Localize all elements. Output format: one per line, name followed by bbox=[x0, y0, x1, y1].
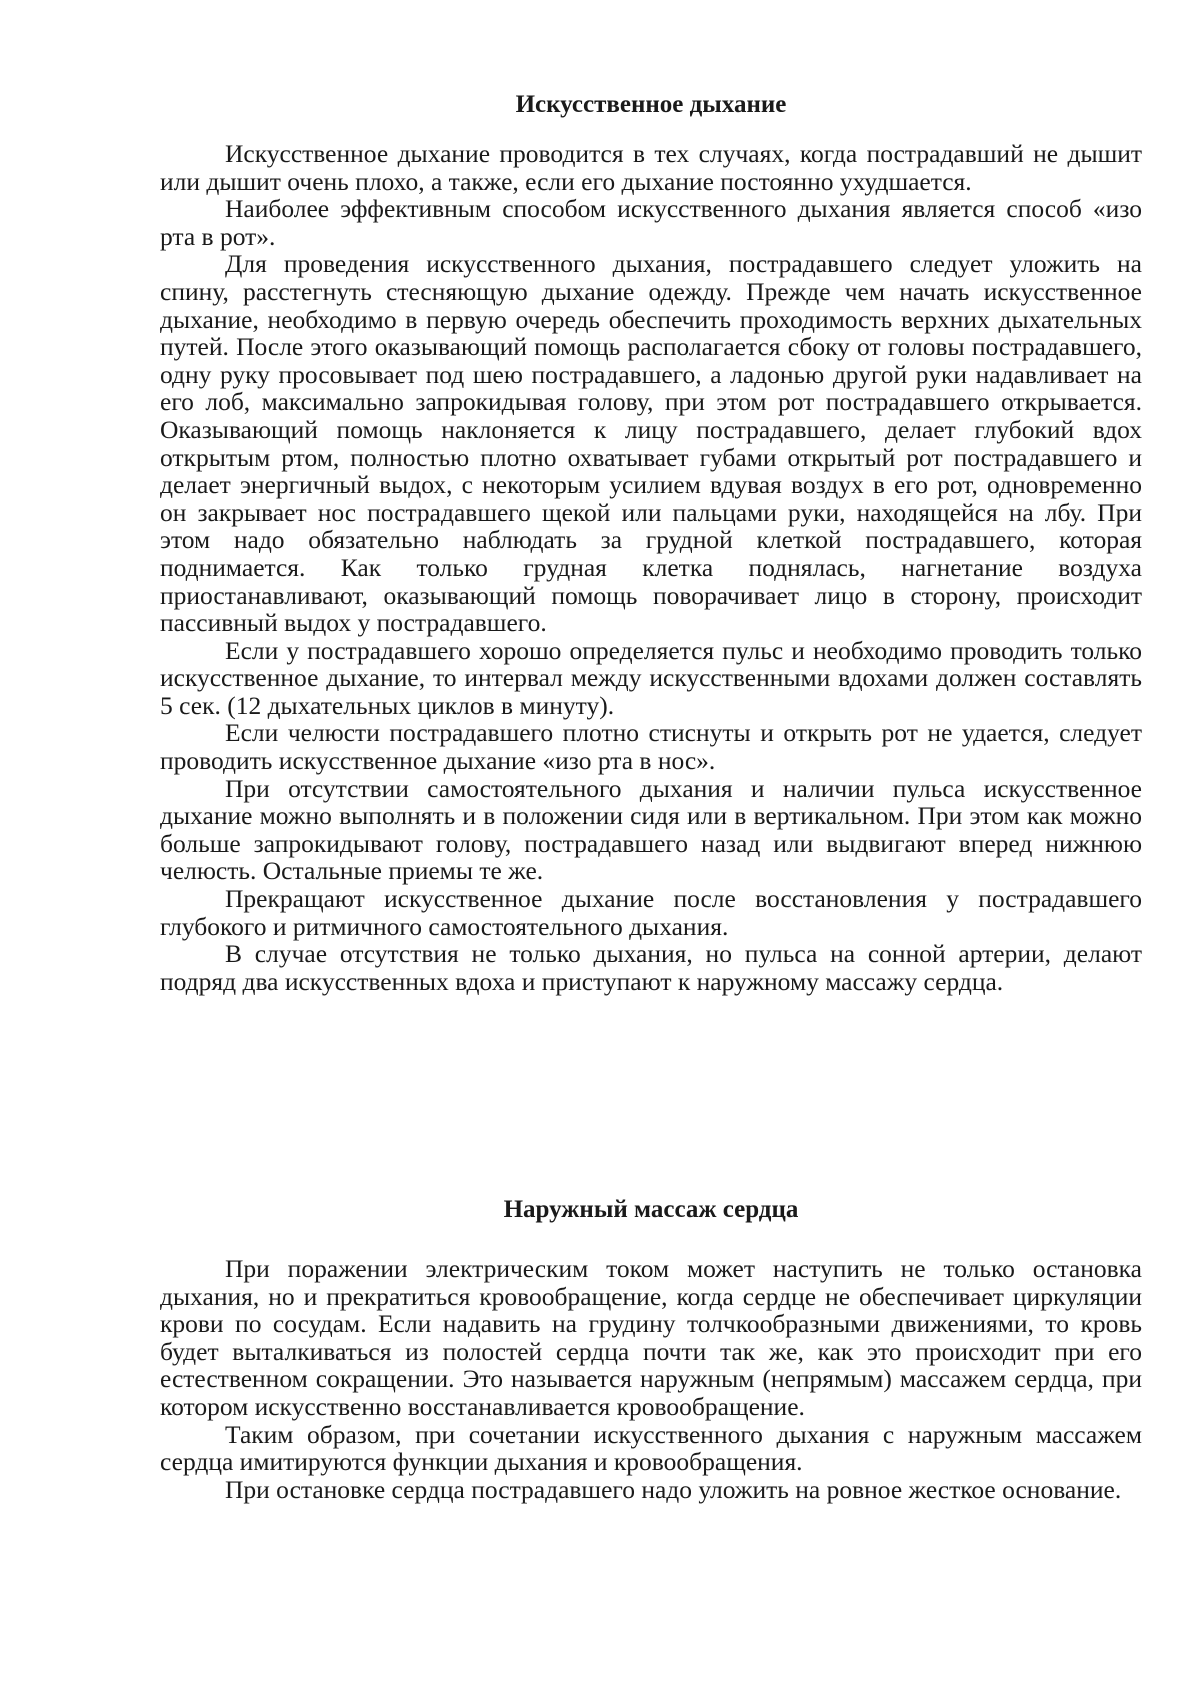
paragraph: Наиболее эффективным способом искусственного дыхания является способ «изо рта в рот». bbox=[160, 194, 1142, 251]
section-heading: Искусственное дыхание bbox=[515, 91, 787, 118]
paragraph: В случае отсутствия не только дыхания, но пульса на сонной артерии, делают подряд два искусственных вдоха и приступают к наружному массажу сердца. bbox=[160, 939, 1142, 996]
paragraph: Искусственное дыхание проводится в тех случаях, когда пострадавший не дышит или дышит очень плохо, а также, если его дыхание постоянно ухудшается. bbox=[160, 139, 1142, 196]
paragraph: При поражении электрическим током может наступить не только остановка дыхания, но и прекратиться кровообращение, когда сердце не обеспечивает циркуляции крови по сосудам. Если надавить на грудину толчкообразными движениями, то кровь будет выталкиваться из полостей сердца почти так же, как это происходит при его естественном сокращении. Это называется наружным (непрямым) массажем сердца, при котором искусственно восстанавливается кровообращение. bbox=[160, 1254, 1142, 1421]
paragraph: При остановке сердца пострадавшего надо уложить на ровное жесткое основание. bbox=[225, 1474, 1122, 1504]
paragraph: Прекращают искусственное дыхание после восстановления у пострадавшего глубокого и ритмичного самостоятельного дыхания. bbox=[160, 884, 1142, 941]
section-artificial-respiration bbox=[160, 90, 1142, 995]
paragraph: Если у пострадавшего хорошо определяется пульс и необходимо проводить только искусственное дыхание, то интервал между искусственными вдохами должен составлять 5 сек. (12 дыхательных циклов в минуту). bbox=[160, 635, 1142, 720]
paragraph: Таким образом, при сочетании искусственного дыхания с наружным массажем сердца имитируются функции дыхания и кровообращения. bbox=[160, 1419, 1142, 1477]
section-heading: Наружный массаж сердца bbox=[503, 1196, 799, 1223]
paragraph: При отсутствии самостоятельного дыхания и наличии пульса искусственное дыхание можно выполнять и в положении сидя или в вертикальном. При этом как можно больше запрокидывают голову, пострадавшего назад или выдвигают вперед нижнюю челюсть. Остальные приемы те же. bbox=[160, 773, 1142, 886]
paragraph: Для проведения искусственного дыхания, пострадавшего следует уложить на спину, расстегнуть стесняющую дыхание одежду. Прежде чем начать искусственное дыхание, необходимо в первую очередь обеспечить проходимость верхних дыхательных путей. После этого оказывающий помощь располагается сбоку от головы пострадавшего, одну руку просовывает под шею пострадавшего, а ладонью другой руки надавливает на его лоб, максимально запрокидывая голову, при этом рот пострадавшего открывается. Оказывающий помощь наклоняется к лицу пострадавшего, делает глубокий вдох открытым ртом, полностью плотно охватывает губами открытый рот пострадавшего и делает энергичный выдох, с некоторым усилием вдувая воздух в его рот, одновременно он закрывает нос пострадавшего щекой или пальцами руки, находящейся на лбу. При этом надо обязательно наблюдать за грудной клеткой пострадавшего, которая поднимается. Как только грудная клетка поднялась, нагнетание воздуха приостанавливают, оказывающий помощь поворачивает лицо в сторону, происходит пассивный выдох у пострадавшего. bbox=[160, 249, 1142, 638]
paragraph: Если челюсти пострадавшего плотно стиснуты и открыть рот не удается, следует проводить искусственное дыхание «изо рта в нос». bbox=[160, 718, 1142, 776]
section-heart-massage bbox=[160, 1195, 1142, 1503]
